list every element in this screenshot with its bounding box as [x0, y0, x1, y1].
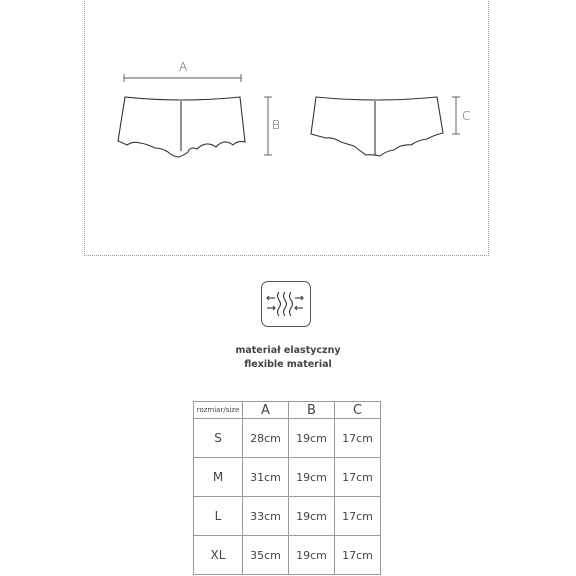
value-cell: 19cm	[289, 419, 335, 458]
table-row	[194, 458, 381, 497]
size-cell: S	[194, 419, 243, 458]
value-cell: 19cm	[289, 458, 335, 497]
size-cell: XL	[194, 536, 243, 575]
table-row	[194, 419, 381, 458]
size-cell: M	[194, 458, 243, 497]
dimension-label-a: A	[179, 60, 188, 74]
header-size: rozmiar/size	[194, 402, 243, 419]
dimension-line-b	[264, 97, 272, 155]
back-view-garment	[311, 97, 443, 156]
value-cell: 17cm	[335, 536, 381, 575]
header-b: B	[289, 402, 335, 419]
header-a: A	[243, 402, 289, 419]
dimension-line-a	[124, 74, 241, 82]
size-table	[193, 401, 381, 575]
table-header-row	[194, 402, 381, 419]
table-row	[194, 497, 381, 536]
value-cell: 17cm	[335, 497, 381, 536]
value-cell: 28cm	[243, 419, 289, 458]
front-view-garment	[118, 97, 245, 157]
dimension-label-c: C	[462, 109, 471, 123]
dimension-label-b: B	[272, 118, 280, 132]
table-row	[194, 536, 381, 575]
value-cell: 17cm	[335, 458, 381, 497]
value-cell: 31cm	[243, 458, 289, 497]
value-cell: 19cm	[289, 497, 335, 536]
value-cell: 19cm	[289, 536, 335, 575]
value-cell: 17cm	[335, 419, 381, 458]
value-cell: 33cm	[243, 497, 289, 536]
dimension-line-c	[452, 97, 460, 134]
size-cell: L	[194, 497, 243, 536]
feature-label-pl: materiał elastyczny	[235, 345, 341, 356]
header-c: C	[335, 402, 381, 419]
flexible-material-icon	[261, 281, 311, 327]
feature-label-en: flexible material	[244, 359, 332, 370]
value-cell: 35cm	[243, 536, 289, 575]
